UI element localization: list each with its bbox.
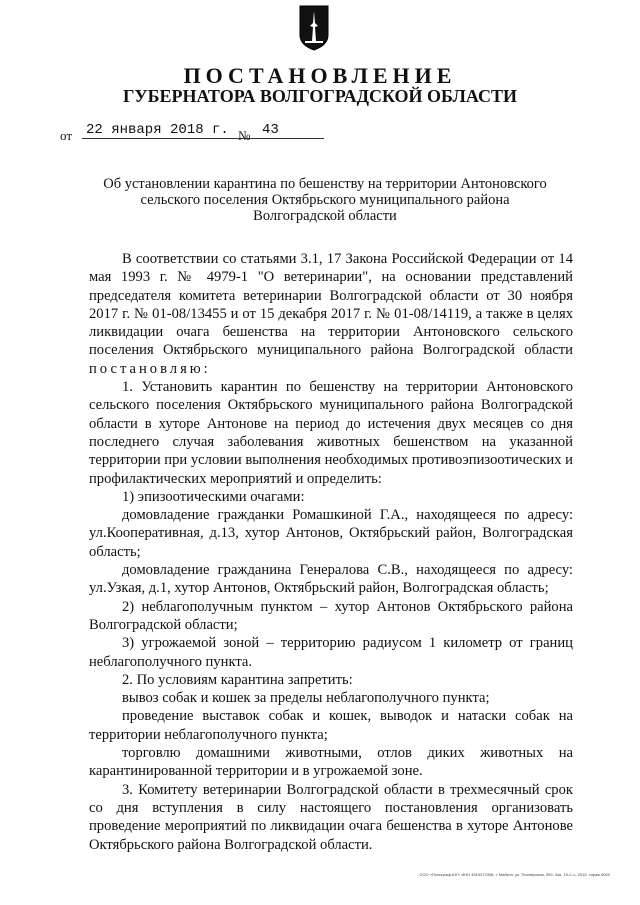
clause-3: 3. Комитету ветеринарии Волгоградской области в трехмесячный срок со дня вступления в силу настоящего постановления организовать проведение мероприятий по ликвидации очага бешенства в хуторе Антонове Октябрьского района Волгоградской области. <box>89 781 573 853</box>
document-date: 22 января 2018 г. <box>82 122 286 139</box>
clause-1-2: 2) неблагополучным пунктом – хутор Антонов Октябрьского района Волгоградской области; <box>89 598 573 633</box>
clause-2-a: вывоз собак и кошек за пределы неблагополучного пункта; <box>122 690 490 707</box>
document-title: ПОСТАНОВЛЕНИЕ <box>183 63 457 88</box>
document-subject: Об установлении карантина по бешенству на территории Антоновского сельского поселения Октябрьского муниципального района Волгоградской области <box>103 176 547 224</box>
date-prefix: от <box>60 128 73 143</box>
clause-2-c: торговлю домашними животными, отлов диких животных на карантинированной территории и в угрожаемой зоне. <box>89 745 573 780</box>
number-sign: № <box>238 128 251 143</box>
document-number: 43 <box>258 122 324 139</box>
clause-1-1-b: домовладение гражданина Генералова С.В., находящееся по адресу: ул.Узкая, д.1, хутор Антонов, Октябрьский район, Волгоградская область; <box>89 562 573 597</box>
clause-1-1-a: домовладение гражданки Ромашкиной Г.А., находящееся по адресу: ул.Кооперативная, д.13, хутор Антонов, Октябрьский район, Волгоградская область; <box>89 507 573 560</box>
decree-word: постановляю: <box>89 360 211 377</box>
document-body <box>89 250 573 854</box>
document-issuer: ГУБЕРНАТОРА ВОЛГОГРАДСКОЙ ОБЛАСТИ <box>122 86 518 106</box>
clause-2: 2. По условиям карантина запретить: <box>122 671 353 688</box>
coat-of-arms-icon <box>299 5 329 51</box>
intro-paragraph <box>89 250 573 378</box>
clause-1-3: 3) угрожаемой зоной – территорию радиусом 1 километр от границ неблагополучного пункта. <box>89 635 573 670</box>
clause-2-b: проведение выставок собак и кошек, выводок и натаски собак на территории неблагополучного пункта; <box>89 708 573 743</box>
clause-1-1: 1) эпизоотическими очагами: <box>122 488 305 505</box>
clause-1: 1. Установить карантин по бешенству на территории Антоновского сельского поселения Октябрьского муниципального района Волгоградской области в хуторе Антонове на период до истечения двух месяцев со дня последнего случая заболевания животных бешенством на указанной территории при условии выполнения необходимых противоэпизоотических и профилактических мероприятий и определить: <box>89 379 573 487</box>
date-number-line <box>60 122 360 144</box>
intro-text: В соответствии со статьями 3.1, 17 Закона Российской Федерации от 14 мая 1993 г. № 4979-1 "О ветеринарии", на основании представлений председателя комитета ветеринарии Волгоградской области от 30 ноября 2017 г. № 01-08/13455 и от 15 декабря 2017 г. № 01-08/14119, а также в целях ликвидации очага бешенства на территории Антоновского сельского поселения Октябрьского муниципального района Волгоградской области <box>89 251 573 359</box>
printer-footer: ООО «Полиграф-ЮГ» ИНН 3919372398, г. Майкоп, ул. Пионерская, 399. Зак. 19-С-с. 2015. тираж 5000 <box>419 872 610 877</box>
